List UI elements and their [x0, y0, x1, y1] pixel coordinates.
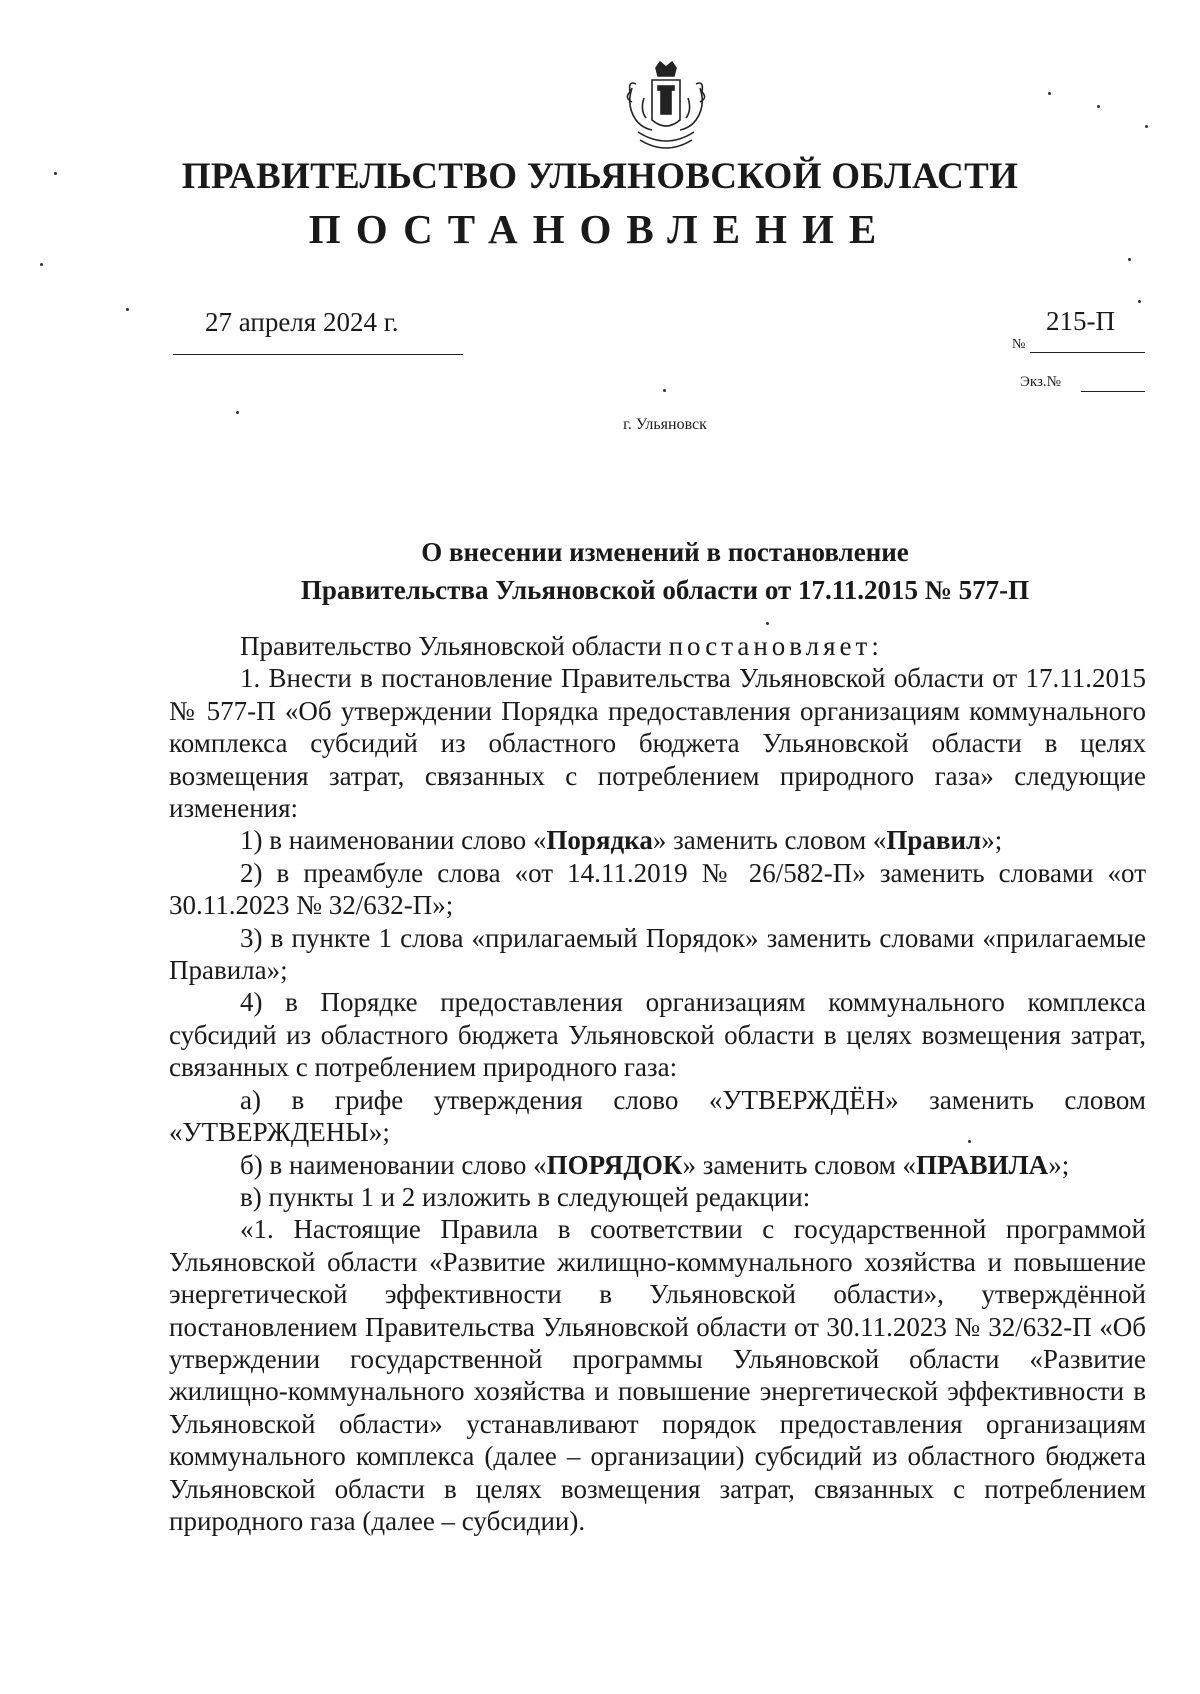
item-4b-text-a: б) в наименовании слово «: [240, 1149, 547, 1180]
number-underline: [1030, 352, 1145, 353]
copy-number-label: Экз.№: [1020, 374, 1061, 390]
copy-number-underline: [1081, 391, 1145, 392]
scan-speck: [1128, 258, 1131, 261]
scan-speck: [236, 411, 239, 414]
item-4: 4) в Порядке предоставления организациям коммунального комплекса субсидий из областного бюджета Ульяновской области в целях возмещения затрат, связанных с потреблением природного газа:: [169, 987, 1146, 1083]
item-1: [169, 824, 1146, 856]
scan-speck: [126, 308, 129, 311]
number-sign: №: [1012, 337, 1026, 352]
item-3: 3) в пункте 1 слова «прилагаемый Порядок» заменить словами «прилагаемые Правила»;: [169, 922, 1146, 986]
item-4v: в) пункты 1 и 2 изложить в следующей редакции:: [240, 1181, 811, 1212]
scan-speck: [1145, 125, 1148, 128]
document-body: [169, 630, 1146, 1537]
intro-paragraph: [169, 630, 1146, 662]
item-1-bold-a: Порядка: [546, 825, 653, 856]
item-4b-text-c: »;: [1048, 1149, 1070, 1180]
item-1-text-c: »;: [981, 825, 1003, 856]
scan-speck: [663, 389, 666, 392]
item-4b-bold-b: ПРАВИЛА: [916, 1149, 1049, 1180]
item-1-text-a: 1) в наименовании слово «: [240, 825, 547, 856]
clause-1: 1. Внести в постановление Правительства Ульяновской области от 17.11.2015 № 577-П «Об утверждении Порядка предоставления организациям коммунального комплекса субсидий из областного бюджета Ульяновской области в целях возмещения затрат, связанных с потреблением природного газа» следующие изменения:: [169, 663, 1146, 824]
document-type: ПОСТАНОВЛЕНИЕ: [308, 206, 892, 252]
item-4b-text-b: » заменить словом «: [682, 1149, 917, 1180]
document-number: 215-П: [1046, 306, 1115, 336]
scan-speck: [968, 1140, 971, 1143]
title-line-1: О внесении изменений в постановление: [421, 537, 909, 567]
quoted-clause-1: «1. Настоящие Правила в соответствии с государственной программой Ульяновской области «Развитие жилищно-коммунального хозяйства и повышение энергетической эффективности в Ульяновской области», утверждённой постановлением Правительства Ульяновской области от 30.11.2023 № 32/632-П «Об утверждении государственной программы Ульяновской области «Развитие жилищно-коммунального хозяйства и повышение энергетической эффективности в Ульяновской области» устанавливают порядок предоставления организациям коммунального комплекса (далее – организации) субсидий из областного бюджета Ульяновской области в целях возмещения затрат, связанных с потреблением природного газа (далее – субсидии).: [169, 1214, 1146, 1536]
document-date: 27 апреля 2024 г.: [205, 307, 399, 337]
coat-of-arms-emblem: [618, 58, 714, 158]
item-1-bold-b: Правил: [886, 825, 982, 856]
scan-speck: [1138, 300, 1141, 303]
scan-speck: [1097, 105, 1100, 108]
intro-verb: постановляет:: [668, 631, 883, 661]
government-name: ПРАВИТЕЛЬСТВО УЛЬЯНОВСКОЙ ОБЛАСТИ: [181, 156, 1019, 197]
item-2: 2) в преамбуле слова «от 14.11.2019 № 26/582-П» заменить словами «от 30.11.2023 № 32/632-П»;: [169, 857, 1146, 921]
city: г. Ульяновск: [623, 416, 707, 433]
scan-speck: [40, 263, 43, 266]
item-1-text-b: » заменить словом «: [652, 825, 887, 856]
title-line-2: Правительства Ульяновской области от 17.11.2015 № 577-П: [300, 575, 1030, 605]
scan-speck: [54, 172, 57, 175]
scan-speck: [1048, 92, 1051, 95]
intro-subject: Правительство Ульяновской области: [240, 631, 662, 661]
item-4b-bold-a: ПОРЯДОК: [546, 1149, 683, 1180]
document-title: [0, 533, 1200, 609]
scan-speck: [766, 622, 769, 625]
item-4a: а) в грифе утверждения слово «УТВЕРЖДЁН» заменить словом «УТВЕРЖДЕНЫ»;: [169, 1084, 1146, 1148]
date-underline: [173, 354, 463, 355]
item-4b: [169, 1149, 1146, 1181]
